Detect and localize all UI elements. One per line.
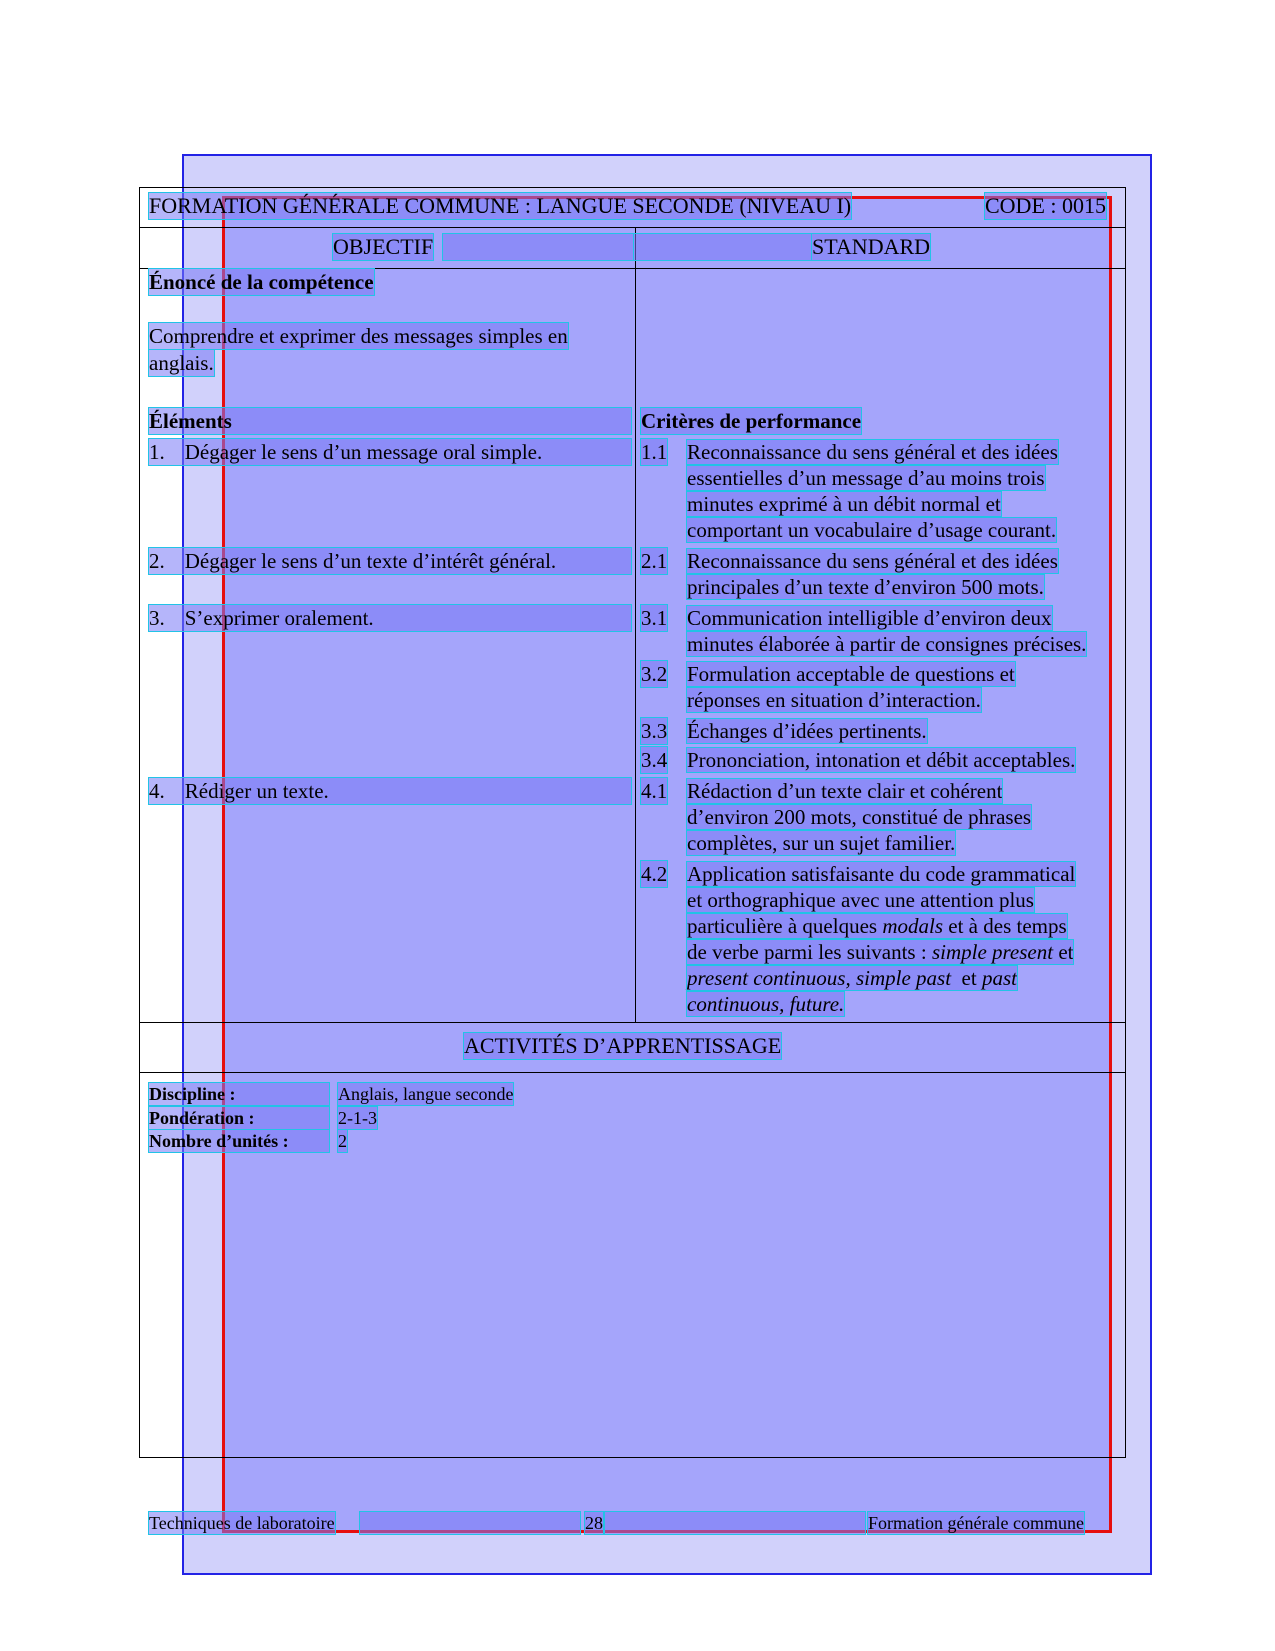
criterion-number: 4.1 (641, 779, 668, 803)
element-item (149, 439, 631, 465)
divider (140, 1022, 1125, 1023)
element-text: S’exprimer oralement. (184, 606, 374, 630)
heading-highlight (634, 234, 811, 260)
criterion-term: simple present (931, 940, 1054, 964)
criterion-text (687, 747, 1117, 773)
footer-highlight (360, 1512, 580, 1534)
criterion-text (687, 861, 1117, 1017)
criterion-line: et à des temps (943, 914, 1067, 938)
criterion-term: continuous, future. (687, 992, 845, 1016)
element-item (149, 778, 631, 804)
criteria-heading: Critères de performance (641, 409, 862, 433)
footer-section: Formation générale commune (868, 1513, 1084, 1533)
course-code: CODE : 0015 (985, 193, 1106, 218)
criterion-number: 3.3 (641, 719, 668, 743)
discipline-label: Discipline : (149, 1083, 329, 1105)
criterion-line: et (951, 966, 982, 990)
element-number: 1. (149, 440, 165, 464)
criterion-line: Prononciation, intonation et débit acceptables. (687, 748, 1076, 772)
criterion-term: present continuous, simple past (687, 966, 952, 990)
ponderation-value: 2-1-3 (338, 1108, 377, 1128)
criterion-line: minutes élaborée à partir de consignes précises. (687, 632, 1087, 656)
criterion-term: modals (882, 914, 944, 938)
column-divider (635, 227, 636, 1022)
footer-program: Techniques de laboratoire (149, 1513, 335, 1533)
column-heading-standard: STANDARD (812, 234, 931, 259)
elements-heading: Éléments (149, 408, 631, 434)
criterion-line: Formulation acceptable de questions et (687, 662, 1015, 686)
element-item (149, 548, 631, 574)
criterion-line: Application satisfaisante du code grammatical (687, 862, 1076, 886)
activities-heading: ACTIVITÉS D’APPRENTISSAGE (464, 1033, 782, 1058)
element-number: 4. (149, 779, 165, 803)
competence-text-line2: anglais. (149, 351, 214, 375)
criterion-text (687, 778, 1117, 856)
criterion-line: Rédaction d’un texte clair et cohérent (687, 779, 1003, 803)
ponderation-label: Pondération : (149, 1107, 329, 1129)
criterion-line: et orthographique avec une attention plus (687, 888, 1034, 912)
divider (140, 227, 1125, 228)
page-number: 28 (585, 1513, 603, 1533)
criterion-line: réponses en situation d’interaction. (687, 688, 981, 712)
units-value: 2 (338, 1131, 347, 1151)
criterion-line: minutes exprimé à un débit normal et (687, 492, 1001, 516)
criterion-line: particulière à quelques (687, 914, 883, 938)
heading-highlight (443, 234, 633, 260)
criterion-text (687, 661, 1117, 713)
element-text: Dégager le sens d’un texte d’intérêt général. (184, 549, 557, 573)
element-number: 2. (149, 549, 165, 573)
criterion-text (687, 548, 1117, 600)
criterion-number: 1.1 (641, 440, 668, 464)
criterion-number: 2.1 (641, 549, 668, 573)
criterion-line: Reconnaissance du sens général et des idées (687, 549, 1058, 573)
criterion-term: past (981, 966, 1017, 990)
units-label: Nombre d’unités : (149, 1130, 329, 1152)
footer-highlight (605, 1512, 865, 1534)
criterion-line: de verbe parmi les suivants : (687, 940, 932, 964)
criterion-number: 3.2 (641, 662, 668, 686)
element-number: 3. (149, 606, 165, 630)
element-item (149, 605, 631, 631)
criterion-number: 3.4 (641, 748, 668, 772)
criterion-line: principales d’un texte d’environ 500 mots. (687, 575, 1044, 599)
criterion-line: Communication intelligible d’environ deux (687, 606, 1052, 630)
document-title: FORMATION GÉNÉRALE COMMUNE : LANGUE SECONDE (NIVEAU I) (149, 193, 852, 218)
criterion-number: 3.1 (641, 606, 668, 630)
criterion-line: comportant un vocabulaire d’usage courant. (687, 518, 1057, 542)
discipline-value: Anglais, langue seconde (338, 1084, 514, 1104)
criterion-text (687, 439, 1117, 543)
criterion-line: d’environ 200 mots, constitué de phrases (687, 805, 1032, 829)
criterion-line: complètes, sur un sujet familier. (687, 831, 956, 855)
element-text: Dégager le sens d’un message oral simple. (184, 440, 543, 464)
column-heading-objectif: OBJECTIF (333, 234, 434, 259)
criterion-line: Échanges d’idées pertinents. (687, 719, 927, 743)
criterion-number: 4.2 (641, 862, 668, 886)
criterion-line: et (1053, 940, 1074, 964)
element-text: Rédiger un texte. (184, 779, 329, 803)
criterion-line: Reconnaissance du sens général et des idées (687, 440, 1058, 464)
divider (140, 1072, 1125, 1073)
competence-heading: Énoncé de la compétence (149, 270, 374, 294)
criterion-text (687, 718, 1117, 744)
criterion-line: essentielles d’un message d’au moins trois (687, 466, 1045, 490)
criterion-text (687, 605, 1117, 657)
competence-text-line1: Comprendre et exprimer des messages simples en (149, 324, 568, 348)
